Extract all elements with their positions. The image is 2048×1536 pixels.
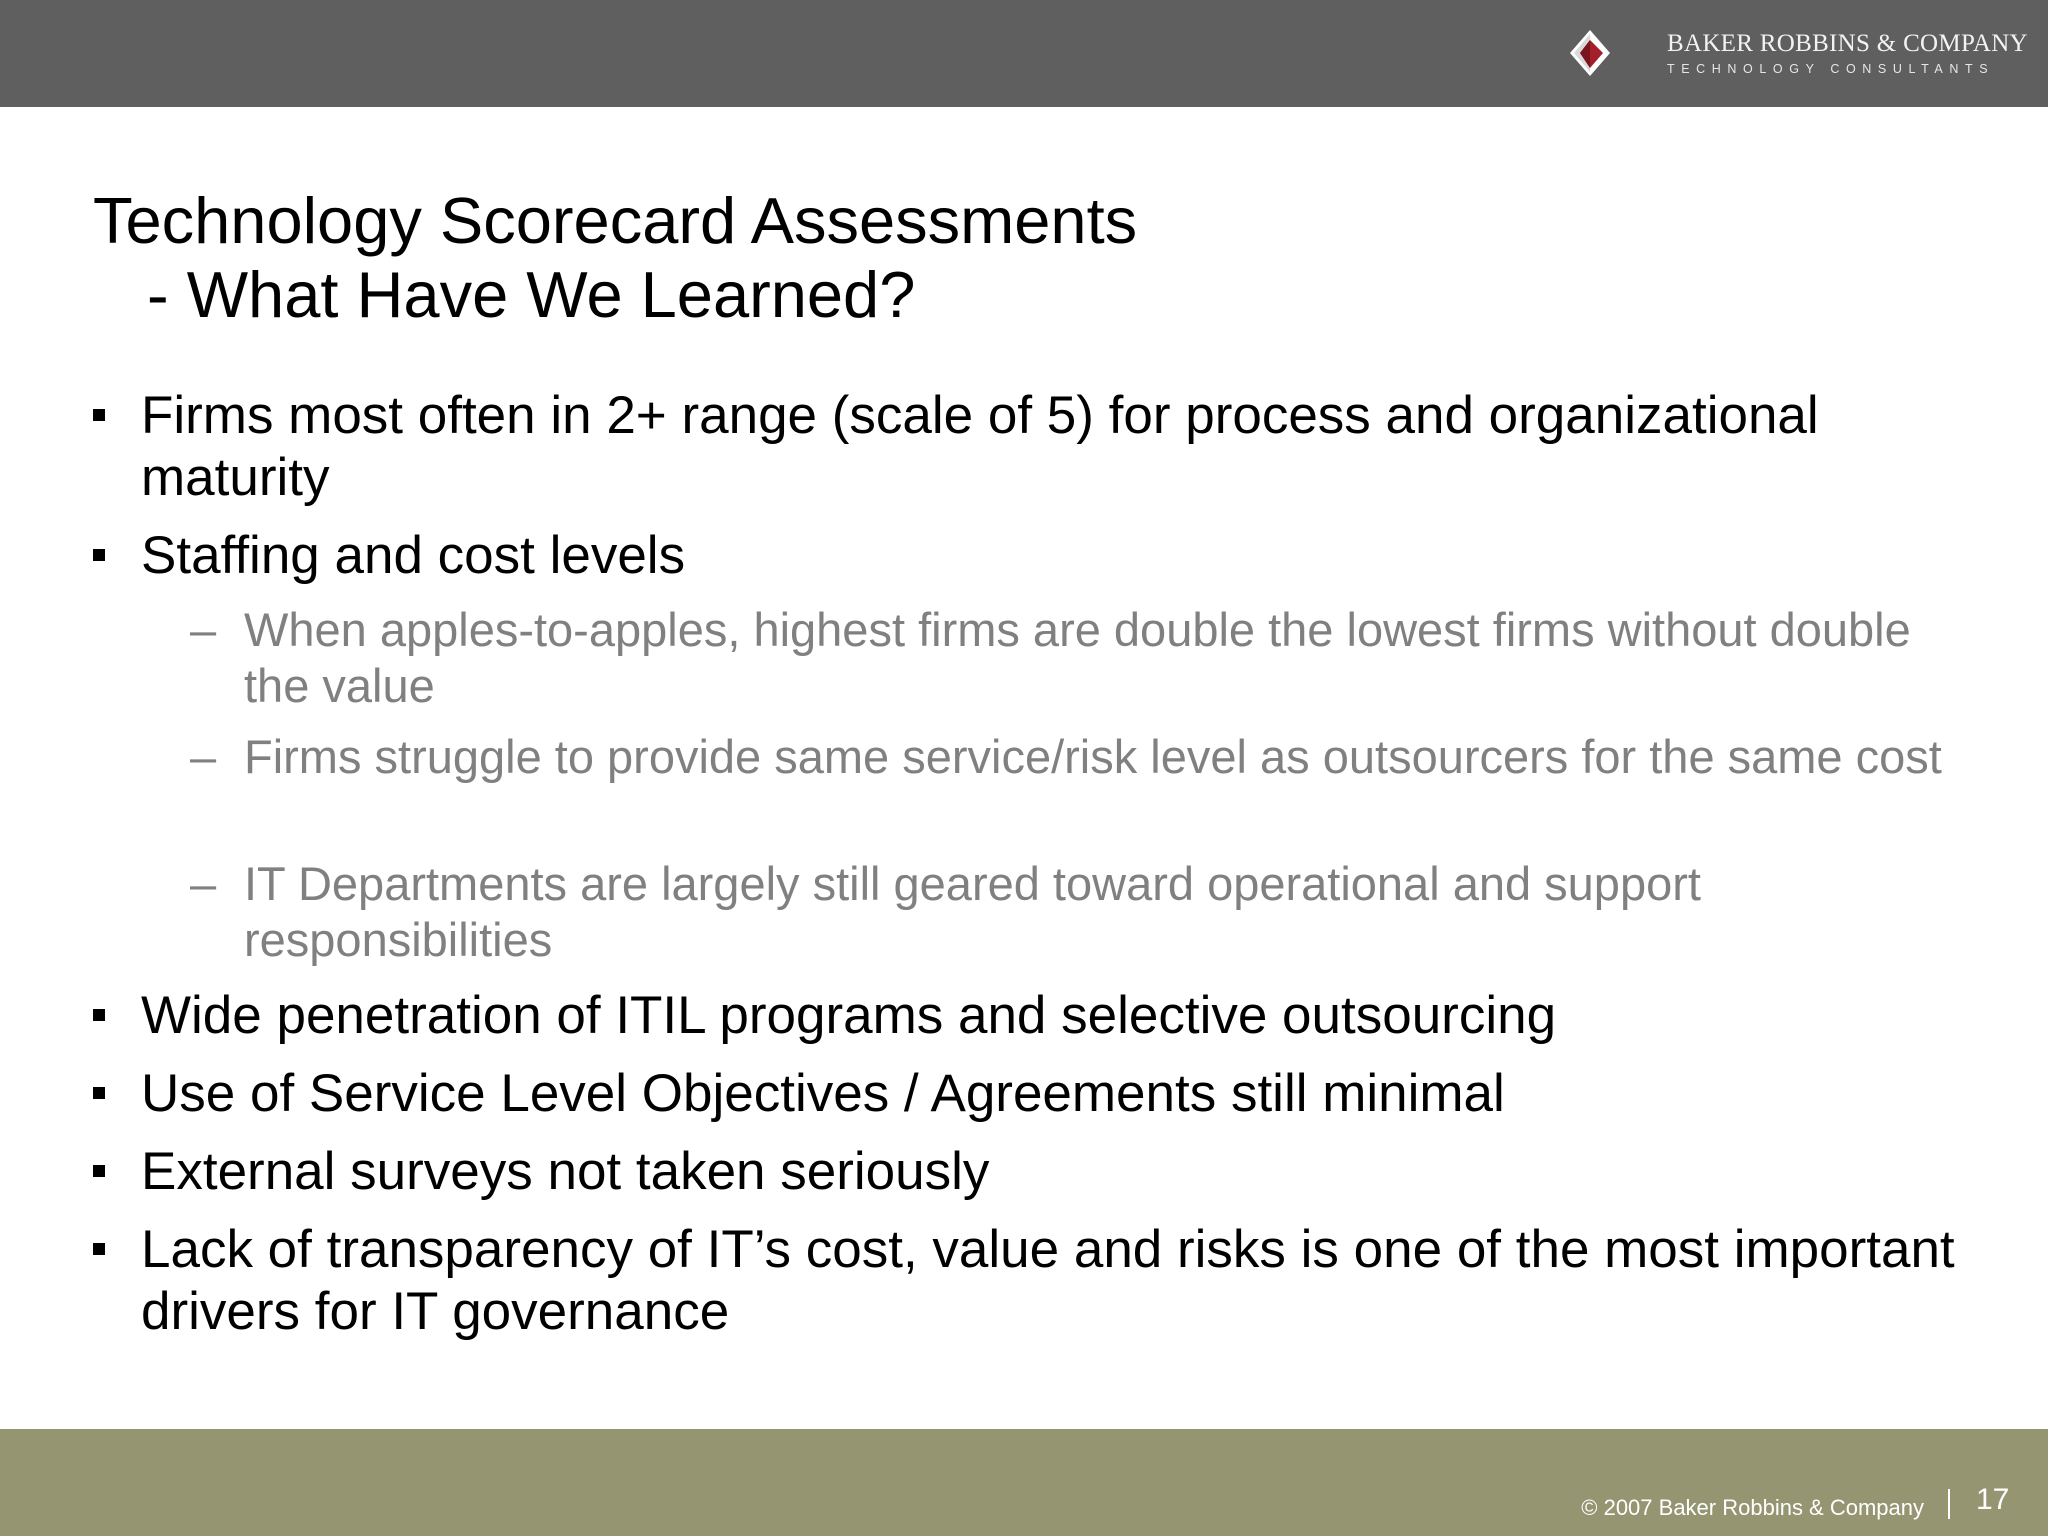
title-line-1: Technology Scorecard Assessments <box>93 184 1138 257</box>
sub-bullet-text: IT Departments are largely still geared toward operational and support responsibilities <box>244 857 1701 966</box>
title-line-2: - What Have We Learned? <box>147 258 916 331</box>
bullet-text: Use of Service Level Objectives / Agreements still minimal <box>141 1064 1505 1123</box>
slide-title <box>93 184 1137 332</box>
square-bullet-icon <box>93 1165 105 1177</box>
dash-bullet-icon: – <box>190 857 217 910</box>
square-bullet-icon <box>93 1087 105 1099</box>
logo-tagline: TECHNOLOGY CONSULTANTS <box>1667 62 1995 76</box>
square-bullet-icon <box>93 1009 105 1021</box>
dash-bullet-icon: – <box>190 603 217 656</box>
logo-company-name: BAKER ROBBINS & COMPANY <box>1667 30 2028 57</box>
bullet-text: Wide penetration of ITIL programs and selective outsourcing <box>141 986 1557 1045</box>
header-bar <box>0 0 2048 107</box>
dash-bullet-icon: – <box>190 730 217 783</box>
bullet-text: Firms most often in 2+ range (scale of 5) for process and organizational maturity <box>141 386 1819 507</box>
sub-bullet-item <box>190 729 1964 785</box>
red-diamond-logo-icon <box>1568 28 1612 78</box>
sub-bullet-item <box>190 602 1964 714</box>
bullet-item <box>141 1219 1961 1343</box>
page-number: 17 <box>1976 1483 2010 1516</box>
bullet-item <box>141 1141 1961 1203</box>
sub-bullet-item <box>190 856 1964 968</box>
sub-bullet-text: When apples-to-apples, highest firms are double the lowest firms without double the value <box>244 603 1911 712</box>
page-separator <box>1948 1489 1950 1519</box>
bullet-text: Lack of transparency of IT’s cost, value and risks is one of the most important drivers for IT governance <box>141 1220 1955 1341</box>
square-bullet-icon <box>93 409 105 421</box>
bullet-text: Staffing and cost levels <box>141 526 686 585</box>
bullet-item <box>141 525 1961 587</box>
bullet-item <box>141 385 1961 509</box>
bullet-text: External surveys not taken seriously <box>141 1142 990 1201</box>
copyright-text: © 2007 Baker Robbins & Company <box>1581 1495 1924 1520</box>
square-bullet-icon <box>93 1243 105 1255</box>
sub-bullet-text: Firms struggle to provide same service/risk level as outsourcers for the same cost <box>244 730 1942 783</box>
bullet-item <box>141 985 1961 1047</box>
square-bullet-icon <box>93 549 105 561</box>
bullet-item <box>141 1063 1961 1125</box>
footer-bar <box>0 1429 2048 1536</box>
